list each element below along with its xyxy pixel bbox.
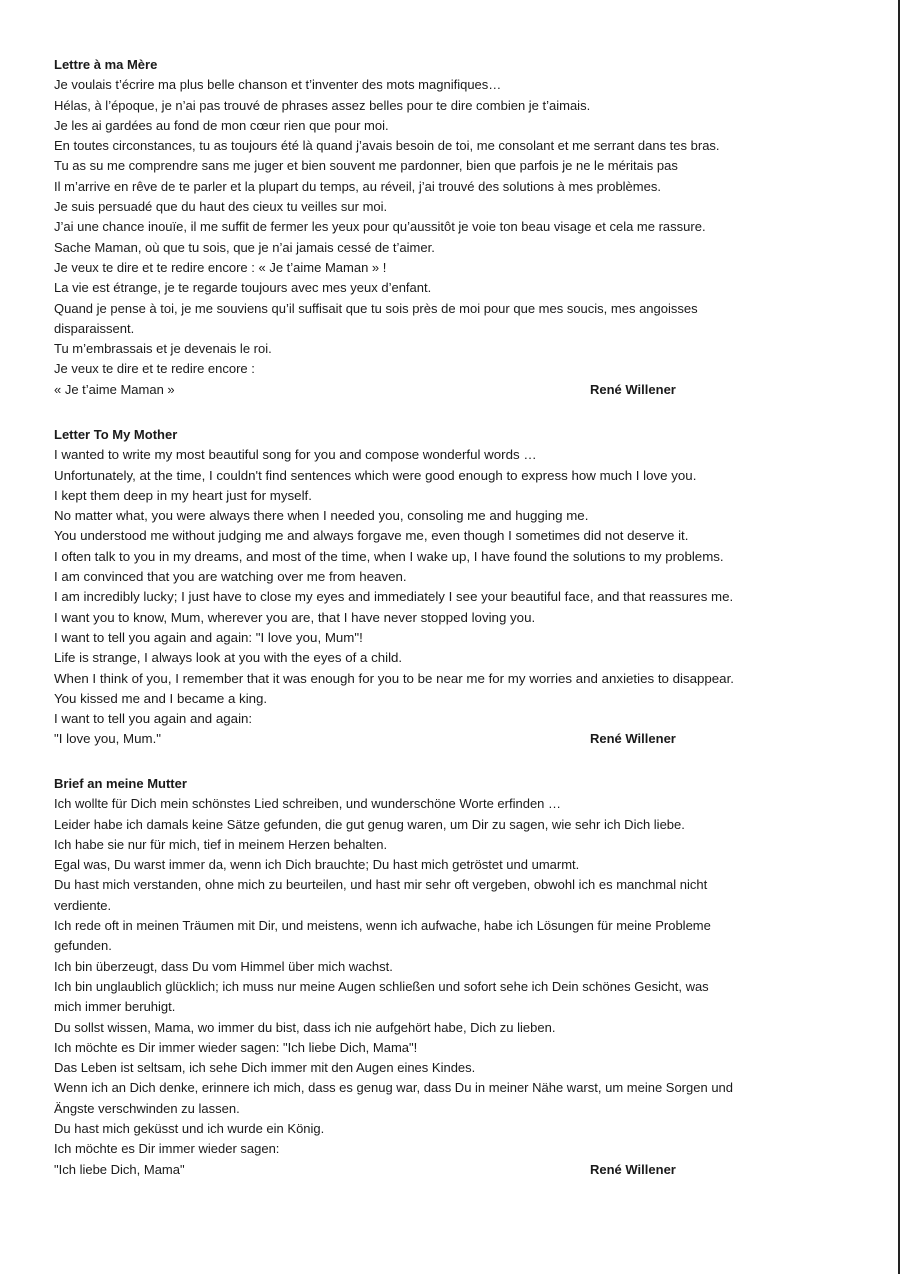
signature: René Willener [590, 1161, 676, 1177]
text-line: I am incredibly lucky; I just have to close my eyes and immediately I see your beautiful face, and that reassures me. [54, 589, 734, 605]
letter-title: Letter To My Mother [54, 427, 178, 442]
text-line: Tu m’embrassais et je devenais le roi. [54, 341, 272, 357]
text-line: Wenn ich an Dich denke, erinnere ich mich, dass es genug war, dass Du in meiner Nähe warst, um meine Sorgen und [54, 1080, 734, 1096]
letter-body [54, 794, 854, 1159]
text-line: Je suis persuadé que du haut des cieux tu veilles sur moi. [54, 199, 388, 215]
text-line: Tu as su me comprendre sans me juger et bien souvent me pardonner, bien que parfois je ne le méritais pas [54, 158, 678, 174]
text-line: Je voulais t’écrire ma plus belle chanson et t’inventer des mots magnifiques… [54, 77, 502, 93]
text-line: Ich möchte es Dir immer wieder sagen: "Ich liebe Dich, Mama"! [54, 1039, 418, 1055]
text-line: mich immer beruhigt. [54, 999, 176, 1015]
letter-title: Lettre à ma Mère [54, 57, 158, 72]
text-line: Ich wollte für Dich mein schönstes Lied schreiben, und wunderschöne Worte erfinden … [54, 796, 562, 812]
text-line: disparaissent. [54, 320, 135, 336]
text-line: Ich habe sie nur für mich, tief in meinem Herzen behalten. [54, 836, 388, 852]
closing-row [54, 1160, 854, 1180]
text-line: I want to tell you again and again: "I love you, Mum"! [54, 629, 363, 645]
text-line: Ich bin unglaublich glücklich; ich muss nur meine Augen schließen und sofort sehe ich Dein schönes Gesicht, was [54, 978, 709, 994]
text-line: You understood me without judging me and always forgave me, even though I sometimes did not deserve it. [54, 528, 689, 544]
text-line: Das Leben ist seltsam, ich sehe Dich immer mit den Augen eines Kindes. [54, 1060, 476, 1076]
text-line: I am convinced that you are watching over me from heaven. [54, 569, 407, 585]
letter-body [54, 445, 854, 729]
text-line: Je les ai gardées au fond de mon cœur rien que pour moi. [54, 117, 389, 133]
text-line: Je veux te dire et te redire encore : « Je t’aime Maman » ! [54, 259, 387, 275]
text-line: verdiente. [54, 897, 112, 913]
closing-line: « Je t’aime Maman » [54, 381, 175, 397]
text-line: Ich bin überzeugt, dass Du vom Himmel über mich wachst. [54, 958, 393, 974]
text-line: gefunden. [54, 938, 112, 954]
letter-french [54, 55, 854, 400]
text-line: I want you to know, Mum, wherever you are, that I have never stopped loving you. [54, 609, 536, 625]
signature: René Willener [590, 731, 676, 747]
closing-line: "Ich liebe Dich, Mama" [54, 1161, 185, 1177]
letter-english [54, 425, 854, 750]
text-line: Ich möchte es Dir immer wieder sagen: [54, 1141, 280, 1157]
text-line: Life is strange, I always look at you with the eyes of a child. [54, 650, 403, 666]
letter-body [54, 75, 854, 379]
text-line: Du sollst wissen, Mama, wo immer du bist, dass ich nie aufgehört habe, Dich zu lieben. [54, 1019, 556, 1035]
text-line: Sache Maman, où que tu sois, que je n’ai jamais cessé de t’aimer. [54, 239, 435, 255]
text-line: I often talk to you in my dreams, and most of the time, when I wake up, I have found the solutions to my problems. [54, 548, 724, 564]
closing-row [54, 729, 854, 749]
text-line: No matter what, you were always there when I needed you, consoling me and hugging me. [54, 508, 589, 524]
text-line: En toutes circonstances, tu as toujours été là quand j’avais besoin de toi, me consolant et me serrant dans tes bras. [54, 138, 720, 154]
letter-title: Brief an meine Mutter [54, 776, 187, 791]
text-line: Quand je pense à toi, je me souviens qu’il suffisait que tu sois près de moi pour que mes soucis, mes angoisses [54, 300, 698, 316]
text-line: Leider habe ich damals keine Sätze gefunden, die gut genug waren, um Dir zu sagen, wie sehr ich Dich liebe. [54, 816, 685, 832]
closing-line: "I love you, Mum." [54, 731, 161, 747]
text-line: Ich rede oft in meinen Träumen mit Dir, und meistens, wenn ich aufwache, habe ich Lösungen für meine Probleme [54, 918, 711, 934]
text-line: I wanted to write my most beautiful song for you and compose wonderful words … [54, 447, 537, 463]
text-line: Je veux te dire et te redire encore : [54, 361, 255, 377]
text-line: Il m’arrive en rêve de te parler et la plupart du temps, au réveil, j’ai trouvé des solutions à mes problèmes. [54, 178, 661, 194]
letter-german [54, 774, 854, 1180]
text-line: Du hast mich verstanden, ohne mich zu beurteilen, und hast mir sehr oft vergeben, obwohl ich es manchmal nicht [54, 877, 708, 893]
closing-row [54, 380, 854, 400]
text-line: You kissed me and I became a king. [54, 690, 268, 706]
text-line: I kept them deep in my heart just for myself. [54, 487, 312, 503]
text-line: Du hast mich geküsst und ich wurde ein König. [54, 1121, 325, 1137]
text-line: Unfortunately, at the time, I couldn't find sentences which were good enough to express how much I love you. [54, 467, 697, 483]
signature: René Willener [590, 381, 676, 397]
text-line: I want to tell you again and again: [54, 711, 253, 727]
text-line: Egal was, Du warst immer da, wenn ich Dich brauchte; Du hast mich getröstet und umarmt. [54, 857, 580, 873]
text-line: Ängste verschwinden zu lassen. [54, 1100, 240, 1116]
text-line: Hélas, à l’époque, je n’ai pas trouvé de phrases assez belles pour te dire combien je t’aimais. [54, 97, 591, 113]
text-line: When I think of you, I remember that it was enough for you to be near me for my worries and anxieties to disappear. [54, 670, 734, 686]
text-line: J’ai une chance inouïe, il me suffit de fermer les yeux pour qu’aussitôt je voie ton beau visage et cela me rassure. [54, 219, 706, 235]
text-line: La vie est étrange, je te regarde toujours avec mes yeux d’enfant. [54, 280, 432, 296]
